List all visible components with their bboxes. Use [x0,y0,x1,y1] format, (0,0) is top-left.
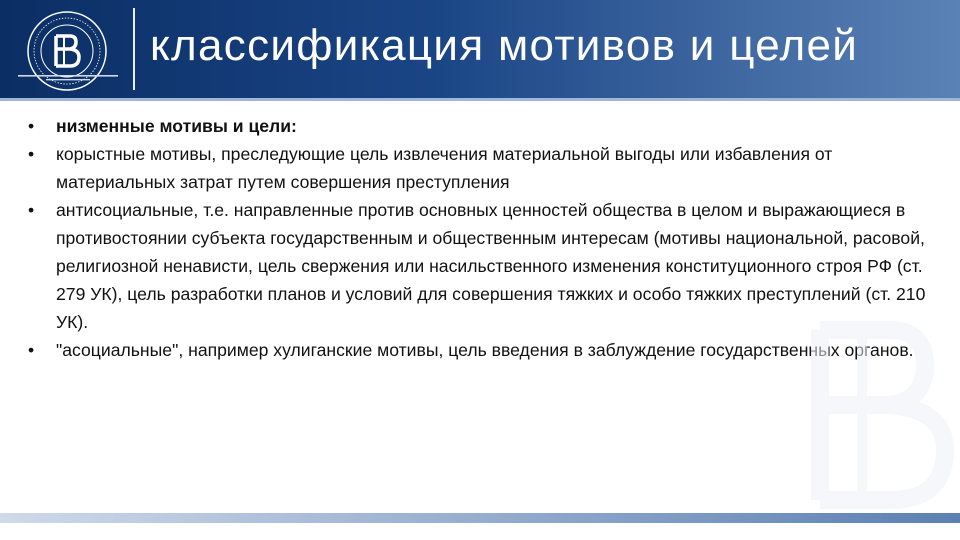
list-item-text: корыстные мотивы, преследующие цель извлечения материальной выгоды или избавления от материальных затрат путем совершения преступления [56,144,833,192]
bullet-icon: • [28,200,35,220]
slide-title: классификация мотивов и целей [150,21,859,70]
bullet-icon: • [28,144,35,164]
list-item-text: антисоциальные, т.е. направленные против основных ценностей общества в целом и выражающиеся в противостоянии субъекта государственным и общественным интересам (мотивы национальной, расовой, религиозной ненависти, цель свержения или насильственного изменения конституционного строя РФ (ст. 279 УК), цель разработки планов и условий для совершения тяжких и особо тяжких преступлений (ст. 210 УК). [56,200,926,332]
header-underline [0,98,960,101]
watermark-logo [800,310,960,510]
list-item-text: низменные мотивы и цели: [56,116,297,136]
list-item [28,140,948,196]
list-item [28,112,948,140]
header-bar [0,0,960,98]
footer-bar [0,513,960,523]
bullet-icon: • [28,340,35,360]
logo-caption-decor [16,73,120,83]
bullet-icon: • [28,116,35,136]
header-divider [133,8,135,90]
list-item-text: "асоциальные", например хулиганские мотивы, цель введения в заблуждение государственных органов. [56,340,914,360]
